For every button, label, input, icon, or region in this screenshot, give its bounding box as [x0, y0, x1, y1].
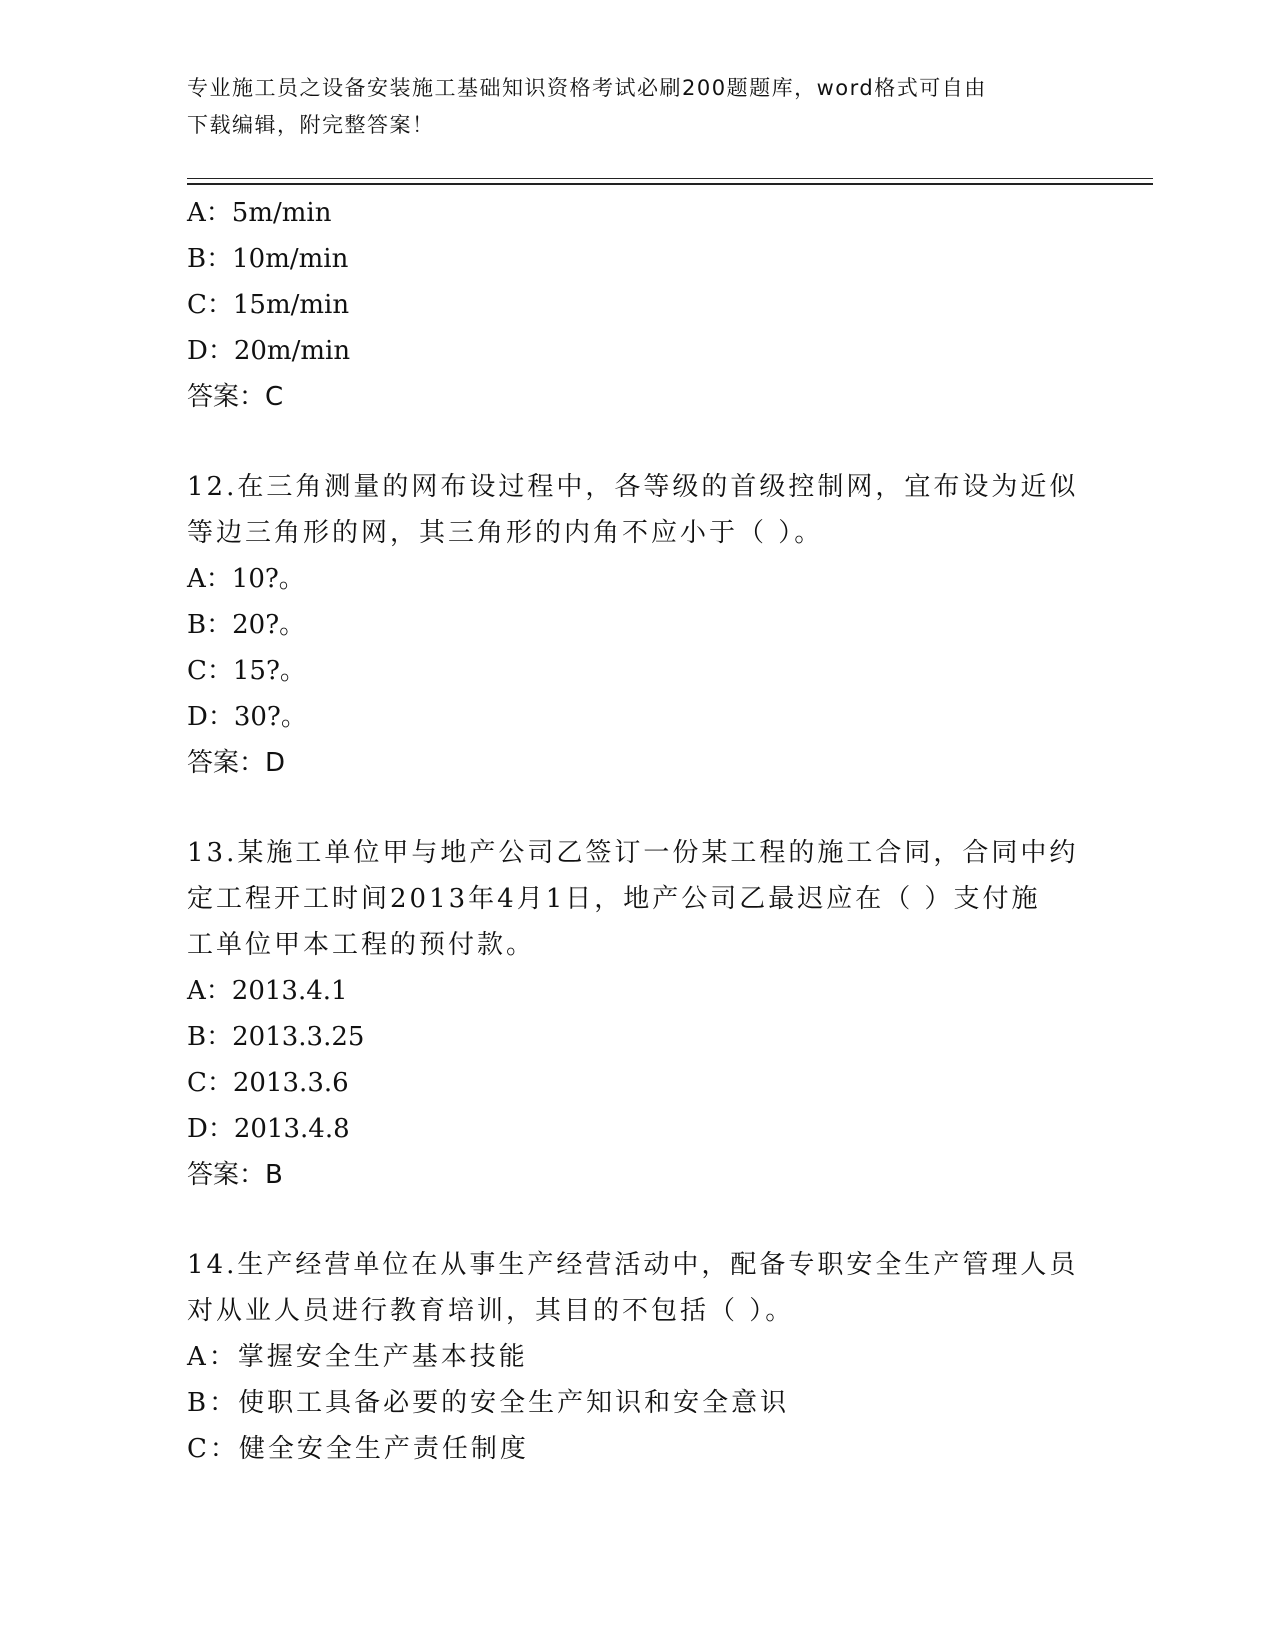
question-stem: 对从业人员进行教育培训，其目的不包括（ ）。 — [187, 1296, 795, 1326]
option-c: C：2013.3.6 — [187, 1068, 349, 1098]
option-b: B：10m/min — [187, 244, 349, 274]
header-line: 下载编辑，附完整答案！ — [187, 113, 435, 137]
option-d: D：20m/min — [187, 336, 351, 366]
spacer — [187, 420, 1087, 464]
option-c: C：15m/min — [187, 290, 350, 320]
question-stem: 工单位甲本工程的预付款。 — [187, 930, 536, 960]
option-d: D：30?。 — [187, 702, 307, 732]
option-c: C：15?。 — [187, 656, 306, 686]
question-11 — [187, 190, 1087, 420]
option-b: B：20?。 — [187, 610, 306, 640]
option-b: B：2013.3.25 — [187, 1022, 365, 1052]
document-body — [187, 190, 1087, 1472]
answer: 答案：D — [187, 748, 286, 778]
option-a: A：2013.4.1 — [187, 976, 348, 1006]
option-a: A：10?。 — [187, 564, 305, 594]
question-12 — [187, 464, 1087, 786]
header-line: 专业施工员之设备安装施工基础知识资格考试必刷200题题库，word格式可自由 — [187, 76, 987, 100]
question-13 — [187, 830, 1087, 1198]
spacer — [187, 1198, 1087, 1242]
option-c: C：健全安全生产责任制度 — [187, 1434, 529, 1464]
option-b: B：使职工具备必要的安全生产知识和安全意识 — [187, 1388, 790, 1418]
page-header — [187, 70, 1087, 144]
question-stem: 14.生产经营单位在从事生产经营活动中，配备专职安全生产管理人员 — [187, 1250, 1079, 1280]
spacer — [187, 786, 1087, 830]
option-a: A：掌握安全生产基本技能 — [187, 1342, 528, 1372]
question-stem: 等边三角形的网，其三角形的内角不应小于（ ）。 — [187, 518, 824, 548]
question-stem: 13.某施工单位甲与地产公司乙签订一份某工程的施工合同，合同中约 — [187, 838, 1079, 868]
answer: 答案：C — [187, 382, 284, 412]
option-a: A：5m/min — [187, 198, 332, 228]
question-14 — [187, 1242, 1087, 1472]
answer: 答案：B — [187, 1160, 283, 1190]
option-d: D：2013.4.8 — [187, 1114, 350, 1144]
question-stem: 12.在三角测量的网布设过程中，各等级的首级控制网，宜布设为近似 — [187, 472, 1079, 502]
question-stem: 定工程开工时间2013年4月1日，地产公司乙最迟应在（ ）支付施 — [187, 884, 1041, 914]
header-divider — [187, 178, 1153, 185]
